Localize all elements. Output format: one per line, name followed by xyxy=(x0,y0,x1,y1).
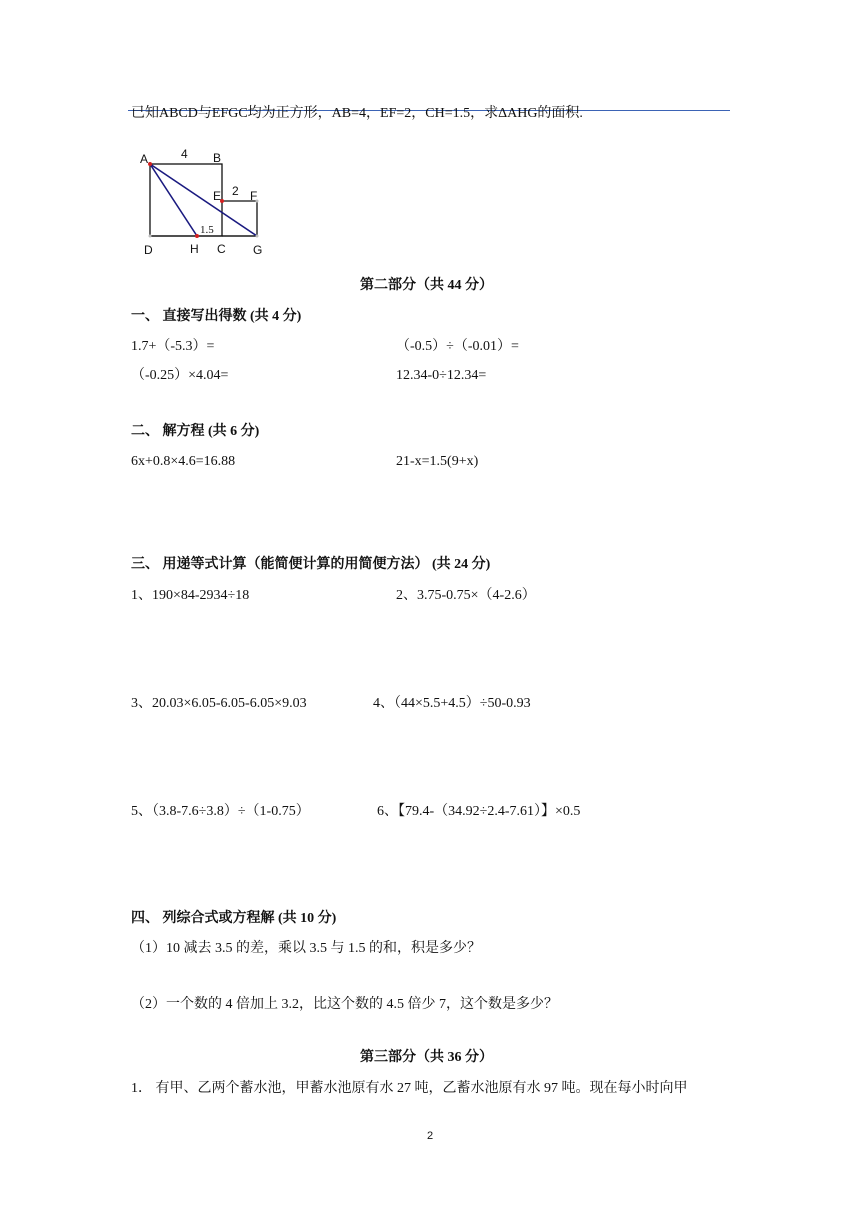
intro-problem: 已知ABCD与EFGC均为正方形，AB=4，EF=2，CH=1.5，求ΔAHG的面积. xyxy=(131,106,583,121)
s1-item-4: 12.34-0÷12.34= xyxy=(396,368,487,383)
section1-heading: 一、 直接写出得数 (共 4 分) xyxy=(131,309,302,324)
label-f: F xyxy=(250,189,258,203)
s4-item-2: （2）一个数的 4 倍加上 3.2，比这个数的 4.5 倍少 7，这个数是多少？ xyxy=(131,997,558,1012)
section2-heading: 二、 解方程 (共 6 分) xyxy=(131,424,260,439)
point-a-dot xyxy=(148,162,152,166)
label-a: A xyxy=(140,152,149,166)
label-ab-length: 4 xyxy=(181,147,188,161)
s3-item-6: 6、【79.4-（34.92÷2.4-7.61）】×0.5 xyxy=(377,804,581,819)
label-e: E xyxy=(213,189,222,203)
s3-item-5: 5、（3.8-7.6÷3.8）÷（1-0.75） xyxy=(131,804,310,819)
point-d-dot xyxy=(149,235,152,238)
square-efgc xyxy=(222,201,257,236)
label-c: C xyxy=(217,242,226,256)
point-h-dot xyxy=(195,234,199,238)
part3-question-1: 1． 有甲、乙两个蓄水池，甲蓄水池原有水 27 吨，乙蓄水池原有水 97 吨。现在每小时向甲 xyxy=(131,1081,688,1096)
label-ef-length: 2 xyxy=(232,184,239,198)
s3-item-4: 4、（44×5.5+4.5）÷50-0.93 xyxy=(373,696,531,711)
s1-item-1: 1.7+（-5.3）= xyxy=(131,339,215,354)
s2-item-1: 6x+0.8×4.6=16.88 xyxy=(131,454,236,469)
section3-heading: 三、 用递等式计算（能简便计算的用简便方法） (共 24 分) xyxy=(131,557,491,572)
part2-title: 第二部分（共 44 分） xyxy=(360,278,493,293)
section4-heading: 四、 列综合式或方程解 (共 10 分) xyxy=(131,911,337,926)
page-number: 2 xyxy=(426,1130,434,1142)
s4-item-1: （1）10 减去 3.5 的差，乘以 3.5 与 1.5 的和，积是多少？ xyxy=(131,941,481,956)
square-figure xyxy=(132,144,272,262)
s3-item-2: 2、3.75-0.75×（4-2.6） xyxy=(396,588,536,603)
label-ch-length: 1.5 xyxy=(200,224,214,236)
s2-item-2: 21-x=1.5(9+x) xyxy=(396,454,479,469)
s3-item-3: 3、20.03×6.05-6.05-6.05×9.03 xyxy=(131,696,307,711)
s3-item-1: 1、190×84-2934÷18 xyxy=(131,588,250,603)
segment-ah xyxy=(150,164,197,236)
part3-title: 第三部分（共 36 分） xyxy=(360,1050,493,1065)
label-b: B xyxy=(213,151,222,165)
point-g-dot xyxy=(256,235,259,238)
label-h: H xyxy=(190,242,199,256)
label-d: D xyxy=(144,243,153,257)
label-g: G xyxy=(253,243,263,257)
s1-item-3: （-0.25）×4.04= xyxy=(131,368,229,383)
s1-item-2: （-0.5）÷（-0.01）= xyxy=(396,339,519,354)
